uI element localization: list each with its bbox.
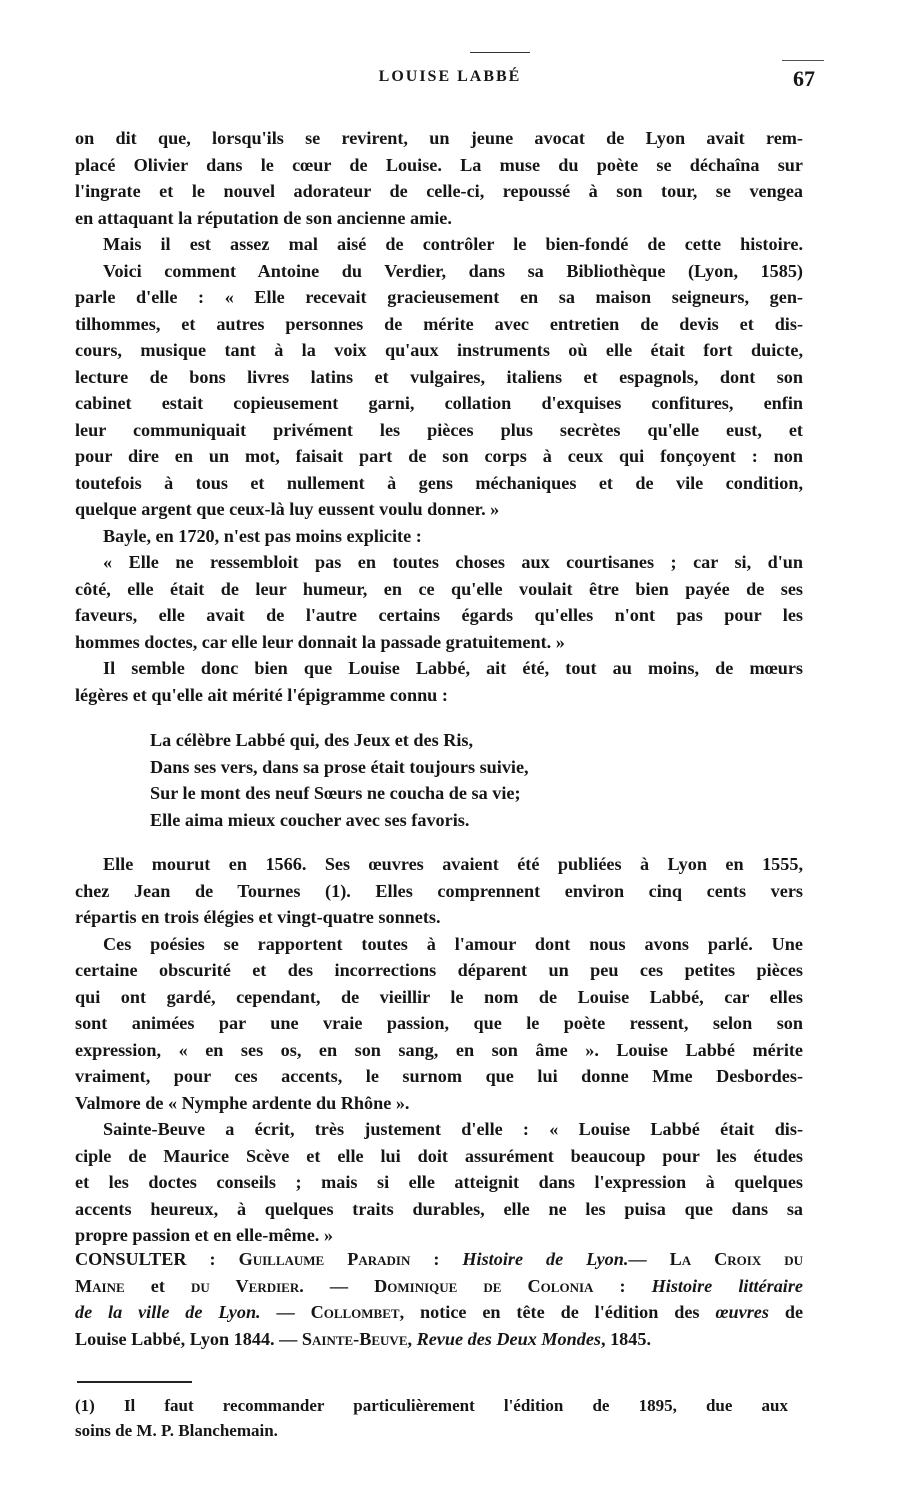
text-line: cabinet estait copieusement garni, collation d'exquises confitures, enfin bbox=[75, 393, 803, 413]
text-line: Bayle, en 1720, n'est pas moins explicite : bbox=[103, 525, 422, 546]
ref-text: Louise Labbé, Lyon 1844. — bbox=[75, 1328, 302, 1349]
text-line: Elle mourut en 1566. Ses œuvres avaient été publiées à Lyon en 1555, bbox=[103, 854, 803, 874]
ref-author: Collombet bbox=[310, 1302, 400, 1322]
text-line: expression, « en ses os, en son sang, en son âme ». Louise Labbé mérite bbox=[75, 1039, 803, 1060]
text-line: cours, musique tant à la voix qu'aux instruments où elle était fort duicte, bbox=[75, 340, 803, 360]
text-line: certaine obscurité et des incorrections déparent un peu ces petites pièces bbox=[75, 960, 803, 980]
consult-line bbox=[75, 1246, 803, 1273]
ref-sep: : bbox=[410, 1249, 463, 1269]
text-line: « Elle ne ressembloit pas en toutes choses aux courtisanes ; car si, d'un bbox=[103, 552, 803, 572]
text-line: Sainte-Beuve a écrit, très justement d'elle : « Louise Labbé était dis- bbox=[103, 1119, 803, 1139]
text-line: côté, elle était de leur humeur, en ce qu'elle voulait être bien payée de ses bbox=[75, 578, 803, 599]
text-line: Il semble donc bien que Louise Labbé, ait été, tout au moins, de mœurs bbox=[103, 658, 803, 678]
text-line: vraiment, pour ces accents, le surnom que lui donne Mme Desbordes- bbox=[75, 1066, 803, 1086]
text-line: en attaquant la réputation de son ancienne amie. bbox=[75, 207, 452, 228]
text-line: tilhommes, et autres personnes de mérite avec entretien de devis et dis- bbox=[75, 313, 803, 334]
ref-text: , 1845. bbox=[600, 1328, 651, 1349]
text-line: placé Olivier dans le cœur de Louise. La muse du poète se déchaîna sur bbox=[75, 154, 803, 175]
ref-sep: et bbox=[124, 1275, 191, 1296]
body-text-continued bbox=[75, 851, 803, 1249]
ref-author: du Verdier. bbox=[190, 1275, 304, 1296]
ref-sep: , bbox=[407, 1328, 417, 1349]
footnote bbox=[75, 1393, 788, 1443]
consult-label: CONSULTER : bbox=[75, 1249, 239, 1269]
ref-author: Maine bbox=[75, 1275, 125, 1296]
verse-line: Elle aima mieux coucher avec ses favoris. bbox=[150, 809, 470, 830]
text-line: répartis en trois élégies et vingt-quatre sonnets. bbox=[75, 907, 441, 927]
text-line: leur communiquait privément les pièces plus secrètes qu'elle eust, et bbox=[75, 419, 803, 440]
ref-text: de bbox=[768, 1302, 803, 1322]
running-title: LOUISE LABBÉ bbox=[378, 68, 522, 85]
footnote-line: soins de M. P. Blanchemain. bbox=[75, 1421, 278, 1440]
ref-sep: — bbox=[303, 1275, 375, 1296]
text-line: ciple de Maurice Scève et elle lui doit assurément beaucoup pour les études bbox=[75, 1145, 803, 1166]
ref-text: , notice en tête de l'édition des bbox=[399, 1302, 716, 1322]
text-line: et les doctes conseils ; mais si elle atteignit dans l'expression à quelques bbox=[75, 1172, 803, 1192]
text-line: faveurs, elle avait de l'autre certains égards qu'elles n'ont pas pour les bbox=[75, 605, 803, 625]
text-line: Mais il est assez mal aisé de contrôler le bien-fondé de cette histoire. bbox=[103, 234, 803, 254]
text-line: qui ont gardé, cependant, de vieillir le nom de Louise Labbé, car elles bbox=[75, 986, 803, 1007]
text-line: lecture de bons livres latins et vulgaires, italiens et espagnols, dont son bbox=[75, 366, 803, 387]
text-line: sont animées par une vraie passion, que le poète ressent, selon son bbox=[75, 1013, 803, 1033]
text-line: accents heureux, à quelques traits durables, elle ne les puisa que dans sa bbox=[75, 1198, 803, 1219]
page-number: 67 bbox=[793, 66, 815, 91]
text-line: chez Jean de Tournes (1). Elles comprennent environ cinq cents vers bbox=[75, 880, 803, 901]
text-line: pour dire en un mot, faisait part de son corps à ceux qui fonçoyent : non bbox=[75, 446, 803, 466]
text-line: on dit que, lorsqu'ils se revirent, un jeune avocat de Lyon avait rem- bbox=[75, 128, 803, 148]
footnote-line: (1) Il faut recommander particulièrement l'édition de 1895, due aux bbox=[75, 1396, 788, 1415]
text-line: légères et qu'elle ait mérité l'épigramme connu : bbox=[75, 684, 448, 705]
text-line: quelque argent que ceux-là luy eussent voulu donner. » bbox=[75, 499, 500, 519]
consult-line bbox=[75, 1326, 803, 1353]
verse-line: Dans ses vers, dans sa prose était toujours suivie, bbox=[150, 756, 529, 777]
ref-title: Histoire littéraire bbox=[651, 1275, 803, 1296]
ref-author: La Croix du bbox=[669, 1249, 803, 1269]
text-line: Voici comment Antoine du Verdier, dans sa Bibliothèque (Lyon, 1585) bbox=[103, 260, 803, 281]
ref-title: Revue des Deux Mondes bbox=[416, 1328, 601, 1349]
ref-sep: — bbox=[260, 1302, 311, 1322]
header-rule bbox=[470, 52, 530, 53]
ref-sep: : bbox=[593, 1275, 652, 1296]
text-line: parle d'elle : « Elle recevait gracieusement en sa maison seigneurs, gen- bbox=[75, 287, 803, 307]
header-rule-right bbox=[782, 60, 824, 61]
body-text bbox=[75, 125, 803, 708]
consult-references bbox=[75, 1246, 803, 1352]
ref-title: Histoire de Lyon. bbox=[462, 1249, 629, 1269]
text-line: Ces poésies se rapportent toutes à l'amour dont nous avons parlé. Une bbox=[103, 933, 803, 954]
epigram bbox=[150, 727, 529, 833]
text-line: hommes doctes, car elle leur donnait la passade gratuitement. » bbox=[75, 631, 565, 652]
ref-author: Guillaume Paradin bbox=[238, 1249, 411, 1269]
ref-sep: — bbox=[628, 1249, 670, 1269]
ref-title: œuvres bbox=[715, 1302, 769, 1322]
consult-line bbox=[75, 1299, 803, 1326]
text-line: toutefois à tous et nullement à gens méchaniques et de vile condition, bbox=[75, 472, 803, 493]
consult-line bbox=[75, 1273, 803, 1300]
text-line: Valmore de « Nymphe ardente du Rhône ». bbox=[75, 1092, 410, 1113]
verse-line: La célèbre Labbé qui, des Jeux et des Ris, bbox=[150, 730, 474, 750]
text-line: propre passion et en elle-même. » bbox=[75, 1225, 333, 1245]
verse-line: Sur le mont des neuf Sœurs ne coucha de sa vie; bbox=[150, 783, 521, 803]
ref-author: Sainte-Beuve bbox=[301, 1328, 408, 1349]
ref-title: de la ville de Lyon. bbox=[75, 1302, 261, 1322]
footnote-rule bbox=[77, 1381, 192, 1383]
ref-author: Dominique de Colonia bbox=[374, 1275, 594, 1296]
text-line: l'ingrate et le nouvel adorateur de celle-ci, repoussé à son tour, se vengea bbox=[75, 181, 803, 201]
